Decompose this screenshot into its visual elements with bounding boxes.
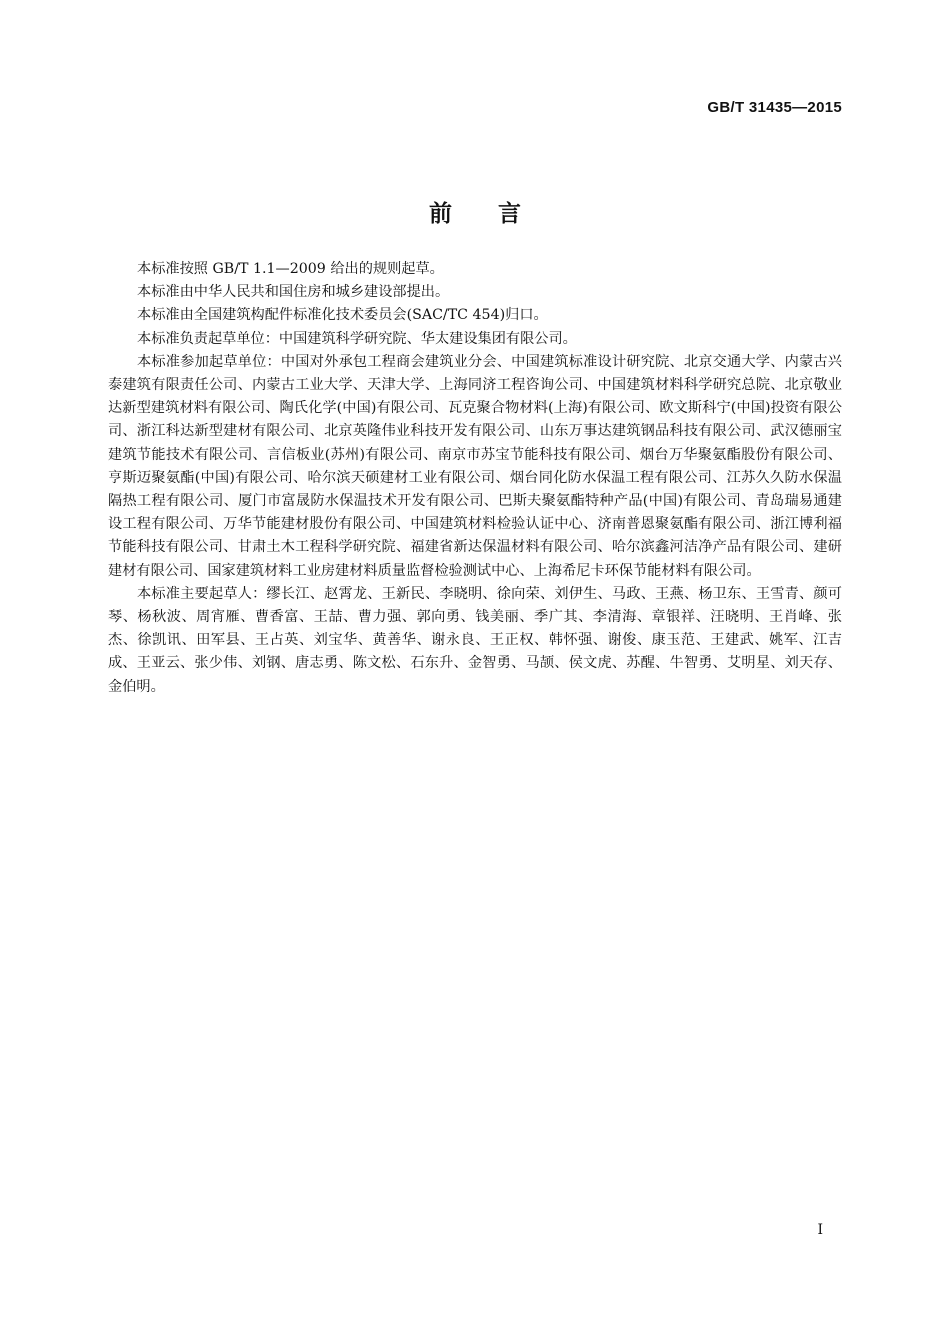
page-title: 前言 xyxy=(429,201,567,228)
paragraph-proposer: 本标准由中华人民共和国住房和城乡建设部提出。 xyxy=(137,284,450,301)
paragraph-participating-units: 本标准参加起草单位：中国对外承包工程商会建筑业分会、中国建筑标准设计研究院、北京交通大学、内蒙古兴泰建筑有限责任公司、内蒙古工业大学、天津大学、上海同济工程咨询公司、中国建筑材料科学研究总院、北京敬业达新型建筑材料有限公司、陶氏化学(中国)有限公司、瓦克聚合物材料(上海)有限公司、欧文斯科宁(中国)投资有限公司、浙江科达新型建材有限公司、北京英隆伟业科技开发有限公司、山东万事达建筑钢品科技有限公司、武汉德丽宝建筑节能技术有限公司、言信板业(苏州)有限公司、南京市苏宝节能科技有限公司、烟台万华聚氨酯股份有限公司、亨斯迈聚氨酯(中国)有限公司、哈尔滨天硕建材工业有限公司、烟台同化防水保温工程有限公司、江苏久久防水保温隔热工程有限公司、厦门市富晟防水保温技术开发有限公司、巴斯夫聚氨酯特种产品(中国)有限公司、青岛瑞易通建设工程有限公司、万华节能建材股份有限公司、中国建筑材料检验认证中心、济南普恩聚氨酯有限公司、浙江博利福节能科技有限公司、甘肃土木工程科学研究院、福建省新达保温材料有限公司、哈尔滨鑫河洁净产品有限公司、建研建材有限公司、国家建筑材料工业房建材料质量监督检验测试中心、上海希尼卡环保节能材料有限公司。 xyxy=(108,353,842,579)
page-number: I xyxy=(817,1222,823,1238)
paragraph-committee: 本标准由全国建筑构配件标准化技术委员会(SAC/TC 454)归口。 xyxy=(137,307,548,324)
foreword-body xyxy=(108,258,842,699)
standard-code-header: GB/T 31435—2015 xyxy=(707,99,842,116)
paragraph-drafting-rules: 本标准按照 GB/T 1.1—2009 给出的规则起草。 xyxy=(137,261,444,277)
paragraph-lead-drafters: 本标准负责起草单位：中国建筑科学研究院、华太建设集团有限公司。 xyxy=(137,330,577,347)
paragraph-main-drafters: 本标准主要起草人：缪长江、赵霄龙、王新民、李晓明、徐向荣、刘伊生、马政、王燕、杨卫东、王雪青、颜可琴、杨秋波、周宵雁、曹香富、王喆、曹力强、郭向勇、钱美丽、季广其、李清海、章银祥、汪晓明、王肖峰、张杰、徐凯讯、田军县、王占英、刘宝华、黄善华、谢永良、王正权、韩怀强、谢俊、康玉范、王建武、姚军、江吉成、王亚云、张少伟、刘钢、唐志勇、陈文松、石东升、金智勇、马颉、侯文虎、苏醒、牛智勇、艾明星、刘天存、金伯明。 xyxy=(108,585,842,695)
